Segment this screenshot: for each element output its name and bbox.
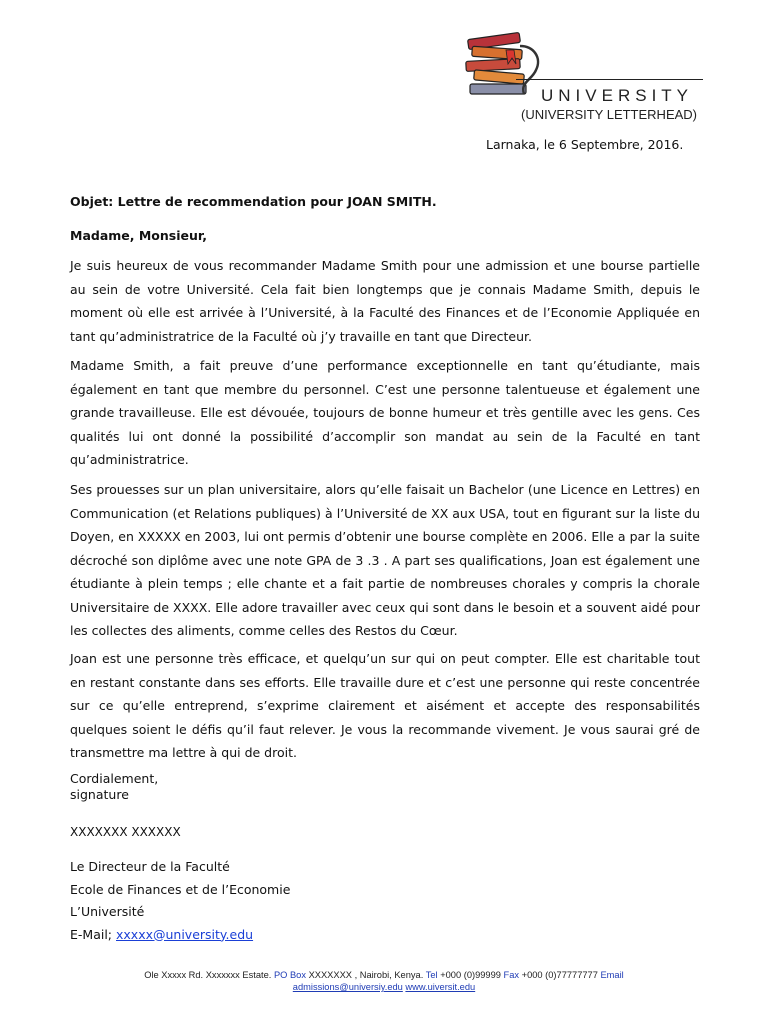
footer-fax-label: Fax	[503, 970, 520, 980]
letter-date: Larnaka, le 6 Septembre, 2016.	[486, 137, 684, 152]
letter-footer	[0, 969, 768, 993]
body-paragraph: Ses prouesses sur un plan universitaire, alors qu’elle faisait un Bachelor (une Licence en Lettres) en Communication (et Relations publiques) à l’Université de XX aux USA, tout en figurant sur la liste du Doyen, en XXXXX en 2003, lui ont permis d’obtenir une bourse complète en 2006. Elle a par la suite décroché son diplôme avec une note GPA de 3 .3 . A part ses qualifications, Joan est également une étudiante à plein temps ; elle chante et a fait partie de nombreuses chorales y compris la chorale Universitaire de XXXX. Elle adore travailler avec ceux qui sont dans le besoin et a souvent aidé pour les collectes des aliments, comme celles des Restos du Cœur.	[70, 482, 700, 638]
footer-fax-value: +000 (0)77777777	[521, 970, 598, 980]
footer-po-value: XXXXXXX , Nairobi, Kenya.	[308, 970, 424, 980]
signer-title: Le Directeur de la Faculté	[70, 859, 230, 874]
signer-email-link[interactable]: xxxxx@university.edu	[116, 926, 254, 942]
stacked-books-icon	[462, 30, 552, 102]
signer-name: XXXXXXX XXXXXX	[70, 825, 181, 839]
footer-tel-label: Tel	[425, 970, 438, 980]
footer-line-2	[0, 981, 768, 993]
university-name: UNIVERSITY	[541, 86, 694, 105]
letterhead-label: (UNIVERSITY LETTERHEAD)	[521, 107, 698, 122]
signer-email-line	[70, 924, 290, 947]
letter-subject: Objet: Lettre de recommendation pour JOAN SMITH.	[70, 194, 437, 209]
signature-block	[70, 856, 290, 946]
footer-line-1	[0, 969, 768, 981]
footer-email-label: Email	[600, 970, 624, 980]
signer-institution: L’Université	[70, 904, 145, 919]
closing-greeting: Cordialement,	[70, 771, 159, 786]
salutation: Madame, Monsieur,	[70, 228, 207, 243]
footer-website-link[interactable]: www.uiversit.edu	[405, 982, 476, 992]
signature-placeholder: signature	[70, 787, 129, 802]
closing	[70, 771, 158, 803]
body-paragraph: Je suis heureux de vous recommander Madame Smith pour une admission et une bourse partielle au sein de votre Université. Cela fait bien longtemps que je connais Madame Smith, depuis le moment où elle est arrivée à l’Université, à la Faculté des Finances et de l’Economie Appliquée en tant qu’administratrice de la Faculté où j’y travaille en tant que Directeur.	[70, 258, 700, 344]
body-paragraph: Madame Smith, a fait preuve d’une performance exceptionnelle en tant qu’étudiante, mais également en tant que membre du personnel. C’est une personne talentueuse et également une grande travailleuse. Elle est dévouée, toujours de bonne humeur et très gentille avec les gens. Ces qualités lui ont donné la possibilité d’accomplir son mandat au sein de la Faculté en tant qu’administratrice.	[70, 358, 700, 467]
footer-tel-value: +000 (0)99999	[440, 970, 501, 980]
footer-po-label: PO Box	[273, 970, 306, 980]
email-label: E-Mail;	[70, 926, 113, 942]
body-paragraph: Joan est une personne très efficace, et quelqu’un sur qui on peut compter. Elle est charitable tout en restant constante dans ses efforts. Elle travaille dure et c’est une personne qui reste concentrée sur ce qu’elle entreprend, s’exprime clairement et aisément et accepte des responsabilités quelques soient le défis qu’il faut relever. Je vous la recommande vivement. Je vous saurai gré de transmettre ma lettre à qui de droit.	[70, 651, 700, 760]
footer-address: Ole Xxxxx Rd. Xxxxxxx Estate.	[144, 970, 272, 980]
letterhead-rule	[516, 79, 703, 80]
signer-school: Ecole de Finances et de l’Economie	[70, 881, 291, 897]
footer-email-link[interactable]: admissions@universiy.edu	[292, 982, 403, 992]
